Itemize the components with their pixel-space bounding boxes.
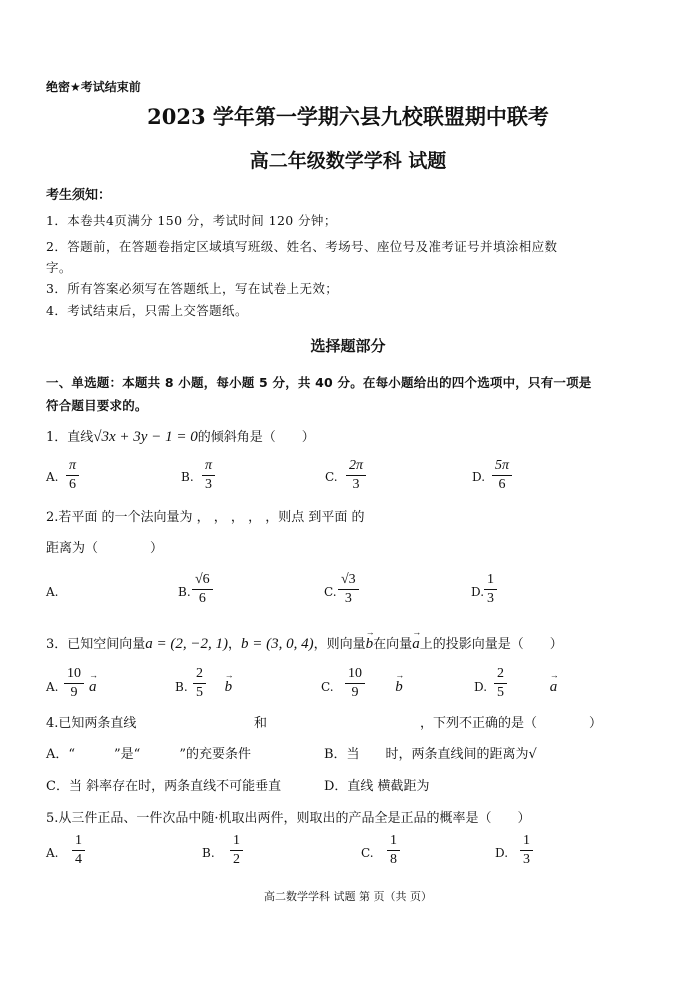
- q3-suffix: ，则向量: [313, 637, 366, 652]
- notice-heading: 考生须知：: [46, 188, 112, 203]
- q4-option-c: C．当 斜率存在时，两条直线不可能垂直: [46, 779, 282, 794]
- notice-item: 2．答题前，在答题卷指定区域填写班级、姓名、考场号、座位号及准考证号并填涂相应数: [46, 239, 558, 254]
- q3-option-a-fraction: $\frac{10}{9}$: [64, 665, 84, 702]
- q3-option-b-label: B.: [175, 680, 188, 694]
- notice-item: 4．考试结束后，只需上交答题纸。: [46, 303, 248, 318]
- q3-option-b-vector: → b: [225, 679, 233, 695]
- q2-option-c-fraction: $\frac{√3}{3}$: [338, 571, 359, 608]
- question-1: [46, 426, 315, 446]
- q5-option-d-fraction: $\frac{1}{3}$: [520, 832, 533, 869]
- q3-option-c-fraction: $\frac{10}{9}$: [345, 665, 365, 702]
- q1-option-b-label: B.: [181, 470, 194, 484]
- q5-option-c-label: C.: [361, 846, 374, 860]
- q3-option-a-label: A.: [46, 680, 59, 694]
- question-2-line2: 距离为（ ）: [46, 541, 164, 556]
- notice-item: 1．本卷共4页满分 150 分，考试时间 120 分钟；: [46, 213, 337, 228]
- q1-equation: √3x + 3y − 1 = 0: [93, 429, 198, 445]
- notice-item: 3．所有答案必须写在答题纸上，写在试卷上无效；: [46, 281, 339, 296]
- part-instructions-line1: 一、单选题：本题共 8 小题，每小题 5 分，共 40 分。在每小题给出的四个选项中，只有一项是: [46, 375, 592, 390]
- q3-option-d-label: D.: [474, 680, 488, 694]
- exam-title: 2023 学年第一学期六县九校联盟期中联考: [147, 104, 549, 129]
- q3-option-d-fraction: $\frac{2}{5}$: [494, 665, 507, 702]
- q1-option-a-fraction: $\frac{\pi}{6}$: [66, 457, 79, 494]
- q3-option-b-fraction: $\frac{2}{5}$: [193, 665, 206, 702]
- q3-option-c-vector: → b: [395, 679, 403, 695]
- q1-option-d-fraction: $\frac{5\pi}{6}$: [492, 457, 512, 494]
- confidential-label: 绝密★考试结束前: [46, 80, 141, 94]
- q1-option-d-label: D.: [472, 470, 486, 484]
- q3-option-d-vector: → a: [550, 679, 558, 695]
- q4-option-a: A．“ ”是“ ”的充要条件: [46, 747, 251, 762]
- q3-prefix: 3．已知空间向量: [46, 637, 146, 652]
- q1-suffix: 的倾斜角是（ ）: [197, 430, 315, 445]
- q1-option-a-label: A.: [46, 470, 59, 484]
- q3-option-c-label: C.: [321, 680, 334, 694]
- q5-option-b-label: B.: [202, 846, 215, 860]
- q2-option-b-fraction: $\frac{√6}{6}$: [192, 571, 213, 608]
- q1-option-b-fraction: $\frac{\pi}{3}$: [202, 457, 215, 494]
- q5-option-b-fraction: $\frac{1}{2}$: [230, 832, 243, 869]
- q3-vec-a-symbol: → a: [412, 636, 420, 652]
- part-instructions-line2: 符合题目要求的。: [46, 398, 148, 413]
- question-3: 3．已知空间向量a = (2, −2, 1)，b = (3, 0, 4)，则向量→ b在向量→ a上的投影向量是（ ）: [46, 633, 563, 653]
- q3-suffix3: 上的投影向量是（ ）: [419, 637, 563, 652]
- q2-option-d-label: D.: [471, 585, 485, 599]
- question-4-part2: 和: [254, 716, 268, 731]
- q3-suffix2: 在向量: [373, 637, 413, 652]
- question-5: 5.从三件正品、一件次品中随·机取出两件，则取出的产品全是正品的概率是（ ）: [46, 811, 531, 826]
- section-title: 选择题部分: [310, 337, 386, 355]
- q1-option-c-fraction: $\frac{2\pi}{3}$: [346, 457, 366, 494]
- notice-item: 字。: [46, 260, 72, 275]
- question-4-part1: 4.已知两条直线: [46, 716, 137, 731]
- q5-option-a-label: A.: [46, 846, 59, 860]
- q2-option-b-label: B.: [178, 585, 191, 599]
- q3-vec-b-symbol: → b: [366, 636, 374, 652]
- q4-option-b: B．当 时，两条直线间的距离为√: [324, 747, 537, 762]
- page-footer: 高二数学学科 试题 第 页（共 页）: [264, 890, 432, 903]
- q5-option-a-fraction: $\frac{1}{4}$: [72, 832, 85, 869]
- q2-option-d-fraction: $\frac{1}{3}$: [484, 571, 497, 608]
- q5-option-c-fraction: $\frac{1}{8}$: [387, 832, 400, 869]
- q3-option-a-vector: → a: [89, 679, 97, 695]
- q3-vector-a: a = (2, −2, 1): [145, 636, 229, 652]
- q1-prefix: 1．直线: [46, 430, 94, 445]
- q2-option-c-label: C.: [324, 585, 337, 599]
- q5-option-d-label: D.: [495, 846, 509, 860]
- exam-subtitle: 高二年级数学学科 试题: [249, 150, 447, 172]
- q2-option-a-label: A.: [46, 585, 59, 599]
- question-2-line1: 2.若平面 的一个法向量为 ， ， ， ， ，则点 到平面 的: [46, 510, 365, 525]
- q3-vector-b: b = (3, 0, 4): [241, 636, 314, 652]
- q1-option-c-label: C.: [325, 470, 338, 484]
- question-4-part3: ，下列不正确的是（ ）: [420, 716, 603, 731]
- q4-option-d: D．直线 横截距为: [324, 779, 430, 794]
